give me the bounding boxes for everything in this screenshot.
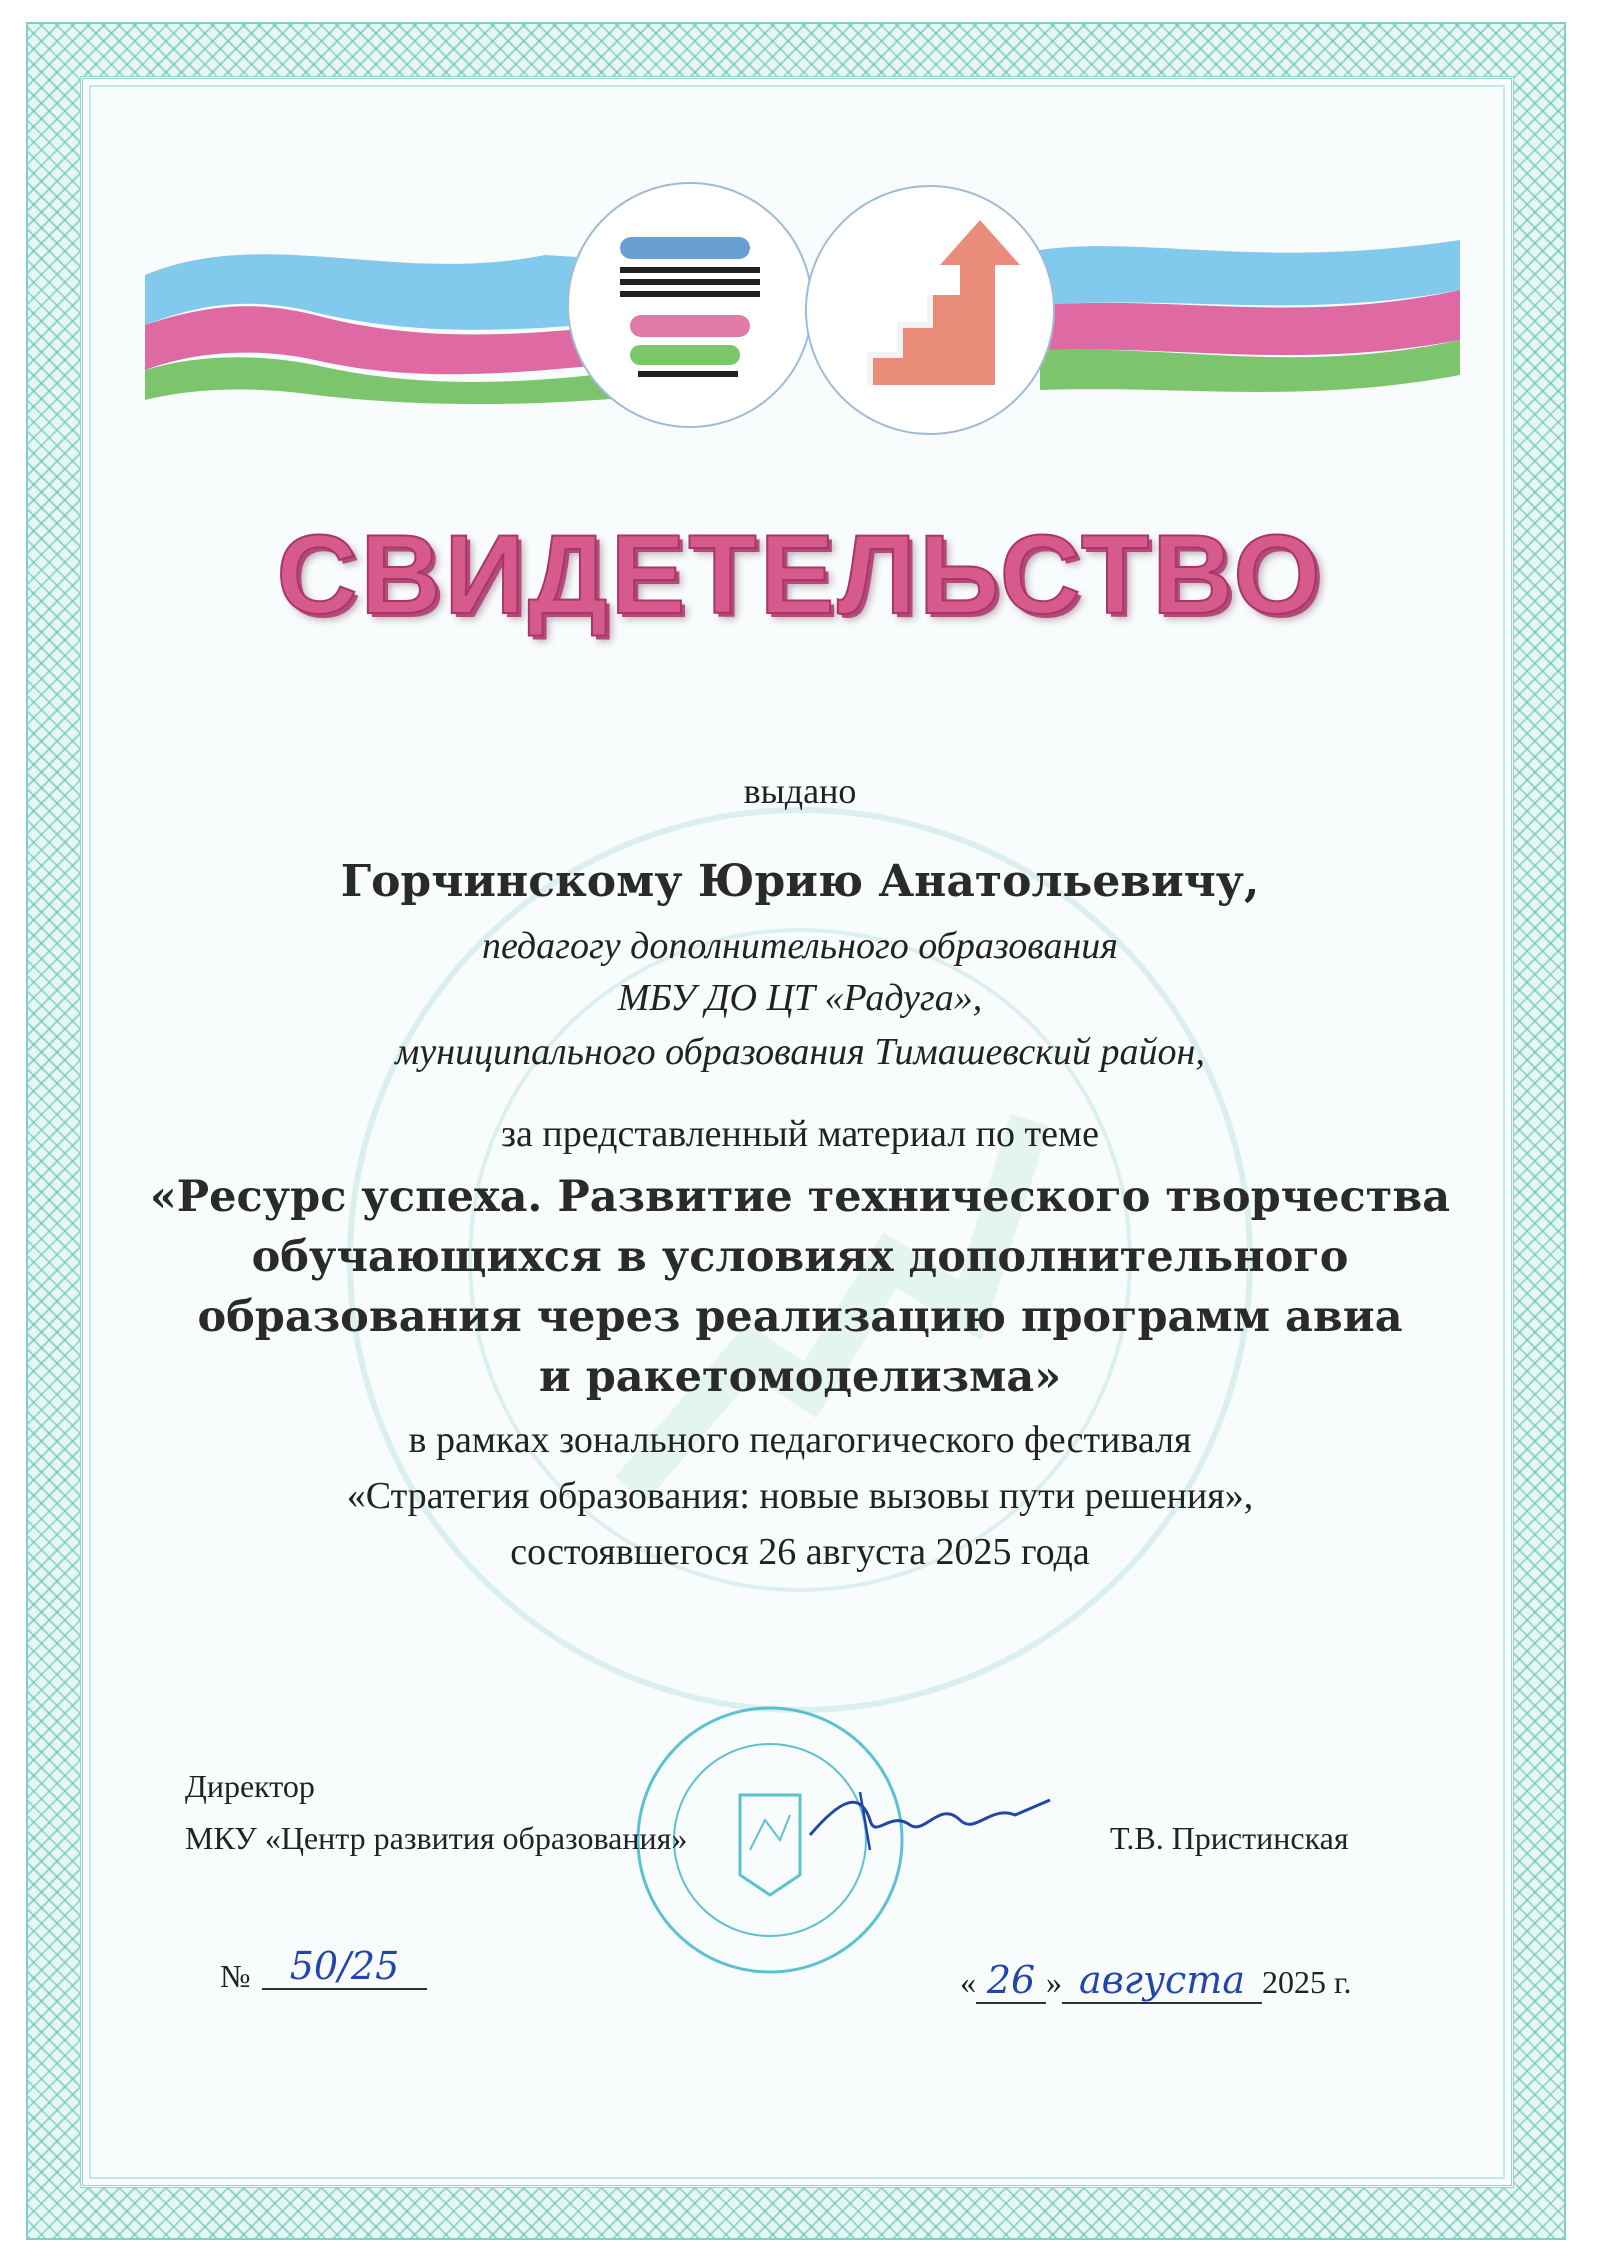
event-line: «Стратегия образования: новые вызовы пути решения», bbox=[346, 1475, 1254, 1517]
date-close-quote: » bbox=[1046, 1964, 1062, 2000]
signer-position-line1: Директор bbox=[185, 1768, 315, 1804]
date-open-quote: « bbox=[960, 1964, 976, 2000]
registration-number-prefix: № bbox=[220, 1958, 251, 1994]
institute-emblem-logo bbox=[560, 175, 820, 435]
movement-up-emblem-logo bbox=[800, 175, 1060, 445]
for-material-label: за представленный материал по теме bbox=[501, 1113, 1099, 1155]
recipient-organization: МБУ ДО ЦТ «Радуга», bbox=[617, 977, 983, 1019]
certificate-title: СВИДЕТЕЛЬСТВО bbox=[276, 512, 1324, 637]
issue-date bbox=[960, 1958, 1352, 2004]
registration-number-field bbox=[262, 1944, 427, 1990]
recipient-name: Горчинскому Юрию Анатольевичу, bbox=[340, 856, 1260, 907]
registration-number: 50/25 bbox=[262, 1944, 427, 1990]
topic-line: образования через реализацию программ авиа bbox=[197, 1292, 1403, 1342]
date-month: августа bbox=[1062, 1958, 1262, 2004]
event-line: состоявшегося 26 августа 2025 года bbox=[510, 1531, 1090, 1573]
signer-name: Т.В. Пристинская bbox=[1110, 1820, 1349, 1856]
recipient-municipality: муниципального образования Тимашевский район, bbox=[395, 1031, 1205, 1073]
signer-position-line2: МКУ «Центр развития образования» bbox=[185, 1820, 688, 1856]
topic-line: и ракетомоделизма» bbox=[538, 1352, 1062, 1402]
issued-label: выдано bbox=[743, 771, 857, 811]
flag-ribbon-right bbox=[1040, 210, 1460, 400]
date-year: 2025 г. bbox=[1262, 1964, 1352, 2000]
date-day: 26 bbox=[976, 1958, 1046, 2004]
topic-line: обучающихся в условиях дополнительного bbox=[251, 1232, 1349, 1282]
event-line: в рамках зонального педагогического фестиваля bbox=[408, 1419, 1192, 1461]
topic-line: «Ресурс успеха. Развитие технического творчества bbox=[149, 1172, 1451, 1222]
handwritten-signature bbox=[800, 1780, 1060, 1860]
recipient-position: педагогу дополнительного образования bbox=[482, 925, 1118, 967]
